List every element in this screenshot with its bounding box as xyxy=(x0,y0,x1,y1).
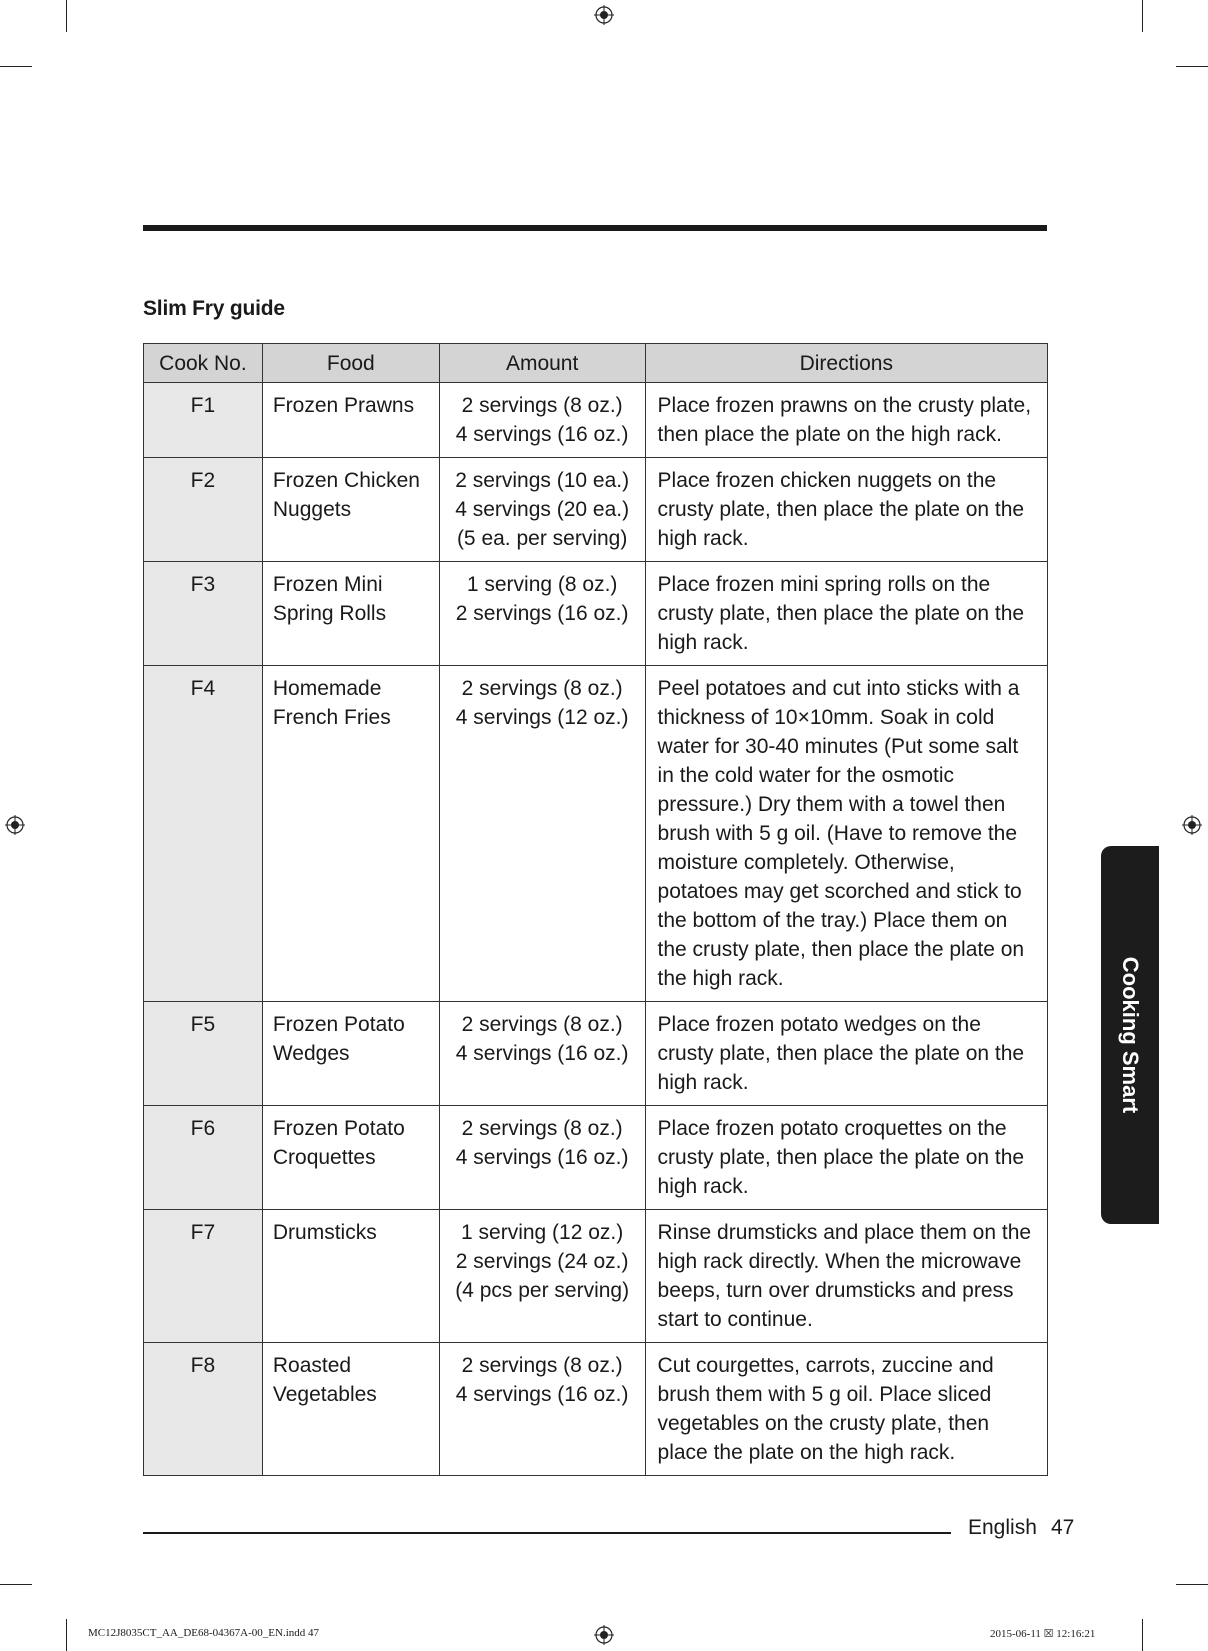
cook-no-cell: F1 xyxy=(144,383,263,458)
registration-mark-icon xyxy=(594,1625,614,1645)
amount-cell xyxy=(439,458,645,562)
directions-cell: Place frozen mini spring rolls on the crusty plate, then place the plate on the high rack. xyxy=(645,562,1047,666)
amount-cell xyxy=(439,1002,645,1106)
food-cell: Frozen Potato Wedges xyxy=(262,1002,439,1106)
table-row xyxy=(144,1343,1048,1476)
crop-mark xyxy=(1176,1584,1208,1585)
table-row xyxy=(144,562,1048,666)
amount-line: (4 pcs per serving) xyxy=(455,1279,630,1302)
directions-cell: Peel potatoes and cut into sticks with a thickness of 10×10mm. Soak in cold water for 30-40 minutes (Put some salt in the cold water for the osmotic pressure.) Dry them with a towel then brush with 5 g oil. (Have to remove the moisture completely. Otherwise, potatoes may get scorched and stick to the bottom of the tray.) Place them on the crusty plate, then place the plate on the high rack. xyxy=(645,666,1047,1002)
cook-no-cell: F8 xyxy=(144,1343,263,1476)
directions-cell: Place frozen prawns on the crusty plate, then place the plate on the high rack. xyxy=(645,383,1047,458)
amount-line: 4 servings (16 oz.) xyxy=(455,1383,629,1406)
food-cell: Frozen Chicken Nuggets xyxy=(262,458,439,562)
header-directions: Directions xyxy=(645,344,1047,383)
table-row xyxy=(144,666,1048,1002)
amount-cell xyxy=(439,562,645,666)
amount-line: 2 servings (16 oz.) xyxy=(455,602,629,625)
amount-line: 4 servings (16 oz.) xyxy=(455,423,629,446)
directions-cell: Cut courgettes, carrots, zuccine and brush them with 5 g oil. Place sliced vegetables on the crusty plate, then place the plate on the high rack. xyxy=(645,1343,1047,1476)
crop-mark xyxy=(66,0,67,32)
amount-line: 2 servings (24 oz.) xyxy=(455,1250,629,1273)
amount-line: 1 serving (8 oz.) xyxy=(466,573,618,596)
table-header-row xyxy=(144,344,1048,383)
amount-line: 2 servings (8 oz.) xyxy=(461,1013,623,1036)
cook-no-cell: F6 xyxy=(144,1106,263,1210)
crop-mark xyxy=(1142,1619,1143,1651)
food-cell: Frozen Prawns xyxy=(262,383,439,458)
amount-cell xyxy=(439,1343,645,1476)
directions-cell: Place frozen potato croquettes on the crusty plate, then place the plate on the high rack. xyxy=(645,1106,1047,1210)
cook-no-cell: F3 xyxy=(144,562,263,666)
table-row xyxy=(144,1210,1048,1343)
header-food: Food xyxy=(262,344,439,383)
amount-line: 4 servings (20 ea.) xyxy=(455,498,630,521)
print-slug-file: MC12J8035CT_AA_DE68-04367A-00_EN.indd 47 xyxy=(88,1627,319,1639)
page-number: 47 xyxy=(1051,1516,1075,1539)
table-row xyxy=(144,458,1048,562)
header-cook-no: Cook No. xyxy=(144,344,263,383)
amount-cell xyxy=(439,666,645,1002)
directions-cell: Place frozen chicken nuggets on the crusty plate, then place the plate on the high rack. xyxy=(645,458,1047,562)
food-cell: Roasted Vegetables xyxy=(262,1343,439,1476)
crop-mark xyxy=(0,1584,32,1585)
food-cell: Frozen Potato Croquettes xyxy=(262,1106,439,1210)
cook-no-cell: F2 xyxy=(144,458,263,562)
directions-cell: Place frozen potato wedges on the crusty plate, then place the plate on the high rack. xyxy=(645,1002,1047,1106)
amount-line: (5 ea. per serving) xyxy=(456,527,628,550)
crop-mark xyxy=(0,66,32,67)
crop-mark xyxy=(66,1619,67,1651)
print-slug-date: 2015-06-11 ☒ 12:16:21 xyxy=(990,1628,1096,1640)
crop-mark xyxy=(1176,66,1208,67)
amount-line: 1 serving (12 oz.) xyxy=(461,1221,624,1244)
section-title: Slim Fry guide xyxy=(143,297,285,320)
amount-cell xyxy=(439,1106,645,1210)
directions-cell: Rinse drumsticks and place them on the high rack directly. When the microwave beeps, turn over drumsticks and press start to continue. xyxy=(645,1210,1047,1343)
chapter-tab-label: Cooking Smart xyxy=(1118,956,1143,1114)
amount-line: 4 servings (12 oz.) xyxy=(455,706,629,729)
amount-line: 4 servings (16 oz.) xyxy=(455,1146,629,1169)
cook-no-cell: F5 xyxy=(144,1002,263,1106)
amount-line: 2 servings (8 oz.) xyxy=(461,677,623,700)
chapter-tab xyxy=(1101,846,1159,1224)
slim-fry-table xyxy=(143,343,1048,1476)
food-cell: Drumsticks xyxy=(262,1210,439,1343)
header-amount: Amount xyxy=(439,344,645,383)
food-cell: Homemade French Fries xyxy=(262,666,439,1002)
amount-line: 2 servings (8 oz.) xyxy=(461,1354,623,1377)
footer-language: English xyxy=(968,1516,1037,1539)
table-row xyxy=(144,383,1048,458)
table-row xyxy=(144,1106,1048,1210)
table-row xyxy=(144,1002,1048,1106)
registration-mark-icon xyxy=(594,5,614,25)
footer-rule xyxy=(143,1532,951,1534)
registration-mark-icon xyxy=(1182,815,1202,835)
amount-line: 2 servings (8 oz.) xyxy=(461,394,623,417)
food-cell: Frozen Mini Spring Rolls xyxy=(262,562,439,666)
amount-cell xyxy=(439,383,645,458)
registration-mark-icon xyxy=(5,815,25,835)
crop-mark xyxy=(1142,0,1143,32)
amount-line: 2 servings (10 ea.) xyxy=(455,469,630,492)
header-rule xyxy=(143,225,1047,231)
amount-cell xyxy=(439,1210,645,1343)
amount-line: 4 servings (16 oz.) xyxy=(455,1042,629,1065)
cook-no-cell: F7 xyxy=(144,1210,263,1343)
cook-no-cell: F4 xyxy=(144,666,263,1002)
amount-line: 2 servings (8 oz.) xyxy=(461,1117,623,1140)
